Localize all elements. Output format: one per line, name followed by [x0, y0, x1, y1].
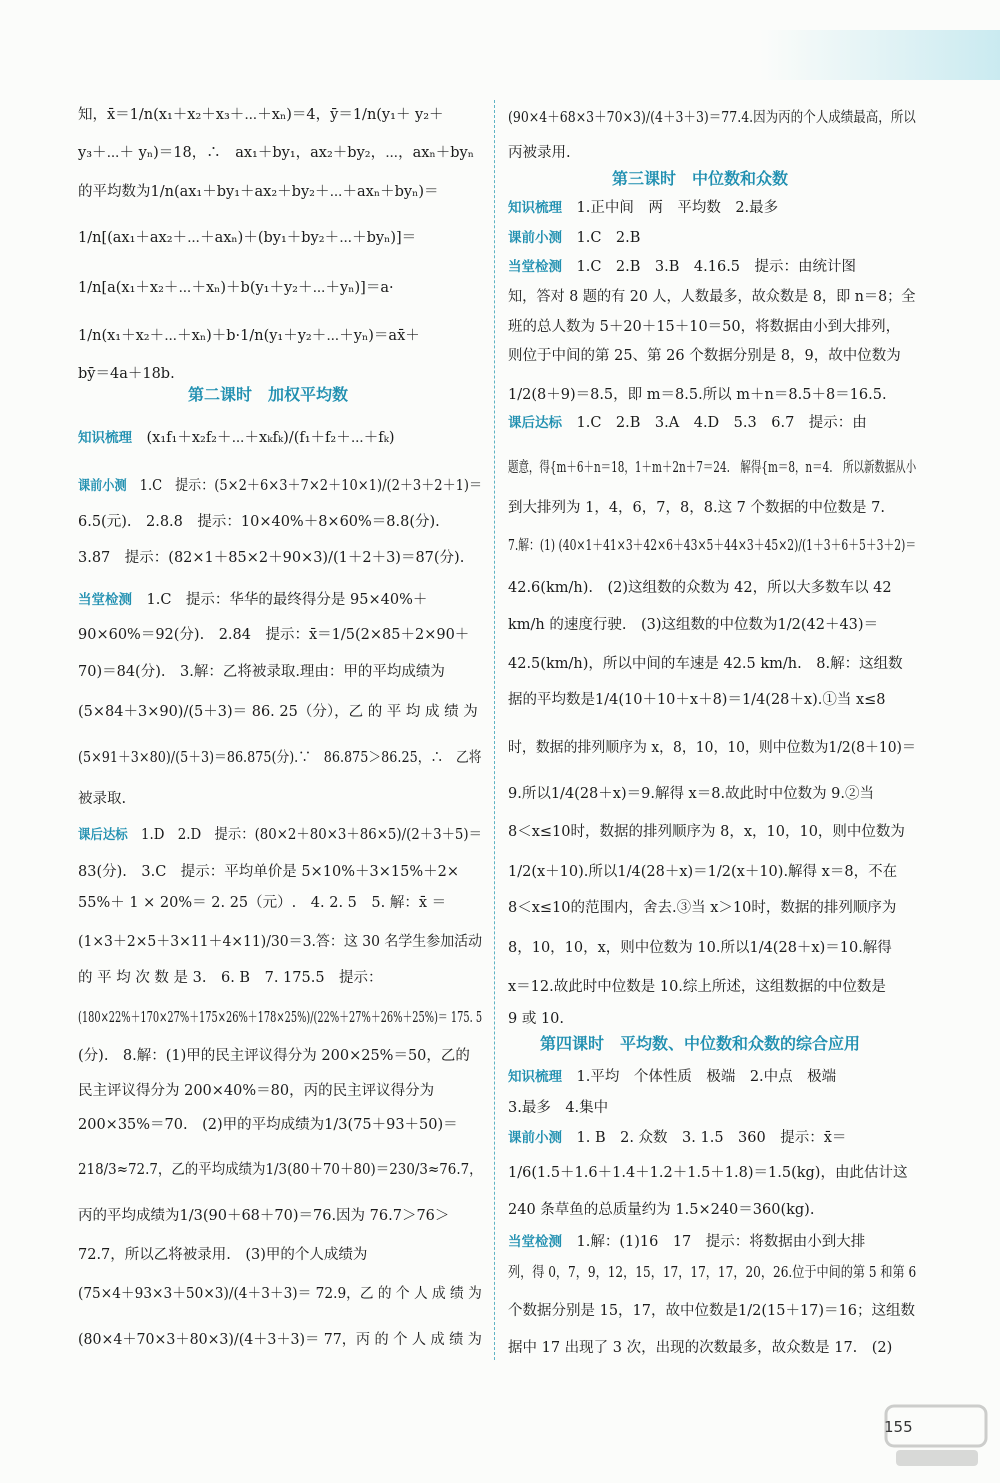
right-text-line: 个数据分别是 15，17，故中位数是1/2(15＋17)＝16；这组数: [508, 1303, 916, 1319]
right-text-line: 到大排列为 1，4，6，7，8，8.这 7 个数据的中位数是 7.: [508, 500, 885, 516]
right-text-line: 班的总人数为 5＋20＋15＋10＝50，将数据由小到大排列，: [508, 319, 901, 335]
left-text-line: 55%＋ 1 × 20%＝ 2. 25（元）. 4. 2. 5 5. 解：x̄ ＝: [78, 895, 447, 911]
left-text-line: 民主评议得分为 200×40%＝80，丙的民主评议得分为: [78, 1083, 435, 1099]
left-text-line: 83(分). 3.C 提示：平均单价是 5×10%＋3×15%＋2×: [78, 864, 459, 880]
right-text-line: 知识梳理 1.平均 个体性质 极端 2.中点 极端: [508, 1069, 837, 1085]
left-text-line: 1/n[a(x₁＋x₂＋⋯＋xₙ)＋b(y₁＋y₂＋⋯＋yₙ)]＝a·: [78, 280, 394, 296]
right-text-line: 8，10，10，x，则中位数为 10.所以1/4(28＋x)＝10.解得: [508, 940, 892, 956]
watermark-logo-icon: [882, 1400, 992, 1472]
left-text-line: 1/n[(ax₁＋ax₂＋⋯＋axₙ)＋(by₁＋by₂＋⋯＋byₙ)]＝: [78, 230, 417, 246]
section-tag: 课前小测: [508, 230, 562, 246]
left-text-line: 知识梳理 (x₁f₁＋x₂f₂＋⋯＋xₖfₖ)/(f₁＋f₂＋⋯＋fₖ): [78, 430, 395, 446]
section-heading-lesson-2: 第二课时 加权平均数: [188, 385, 349, 404]
right-text-line: 3.最多 4.集中: [508, 1100, 609, 1116]
right-text-line: 8＜x≤10的范围内，舍去.③当 x＞10时，数据的排列顺序为: [508, 900, 897, 916]
section-tag: 课后达标: [508, 415, 562, 431]
page-number: 155: [884, 1418, 913, 1436]
section-tag: 知识梳理: [508, 1069, 562, 1085]
right-text-line: 9 或 10.: [508, 1011, 565, 1027]
section-tag: 课前小测: [78, 478, 127, 494]
left-text-line: (80×4＋70×3＋80×3)/(4＋3＋3)＝ 77，丙 的 个 人 成 绩 为: [78, 1332, 482, 1348]
right-text-line: 知，答对 8 题的有 20 人，人数最多，故众数是 8，即 n＝8；全: [508, 289, 916, 305]
section-tag: 知识梳理: [508, 200, 562, 216]
column-divider: [494, 100, 495, 1360]
right-text-line: 42.5(km/h)，所以中间的车速是 42.5 km/h. 8.解：这组数: [508, 656, 903, 672]
right-text-line: 7.解：(1) (40×1＋41×3＋42×6＋43×5＋44×3＋45×2)/(1＋3＋6＋5＋3＋2)＝: [508, 538, 917, 554]
right-text-line: 据中 17 出现了 3 次，出现的次数最多，故众数是 17. (2): [508, 1340, 893, 1356]
section-tag: 知识梳理: [78, 430, 132, 446]
section-heading-lesson-4: 第四课时 平均数、中位数和众数的综合应用: [540, 1034, 861, 1053]
left-text-line: 90×60%＝92(分). 2.84 提示：x̄＝1/5(2×85＋2×90＋: [78, 627, 470, 643]
left-text-line: 知，x̄＝1/n(x₁＋x₂＋x₃＋⋯＋xₙ)＝4，ȳ＝1/n(y₁＋ y₂＋: [78, 107, 444, 123]
left-text-line: 72.7，所以乙将被录用. (3)甲的个人成绩为: [78, 1247, 368, 1263]
left-text-line: 218/3≈72.7，乙的平均成绩为1/3(80＋70＋80)＝230/3≈76.7，: [78, 1162, 483, 1178]
left-text-line: (5×84＋3×90)/(5＋3)＝ 86. 25（分），乙 的 平 均 成 绩 为: [78, 704, 478, 720]
right-text-line: 列，得 0，7，9，12，15，17，17，17，20，26.位于中间的第 5 和第 6: [508, 1265, 917, 1281]
section-tag: 当堂检测: [508, 1234, 562, 1250]
left-text-line: 当堂检测 1.C 提示：华华的最终得分是 95×40%＋: [78, 592, 428, 608]
left-text-line: 70)＝84(分). 3.解：乙将被录取.理由：甲的平均成绩为: [78, 664, 445, 680]
section-tag: 课后达标: [78, 827, 128, 843]
left-text-line: (1×3＋2×5＋3×11＋4×11)/30＝3.答：这 30 名学生参加活动: [78, 934, 483, 950]
right-text-line: 1/2(x＋10).所以1/4(28＋x)＝1/2(x＋10).解得 x＝8，不在: [508, 864, 898, 880]
left-text-line: 课后达标 1.D 2.D 提示：(80×2＋80×3＋86×5)/(2＋3＋5)＝: [78, 827, 482, 843]
right-text-line: 据的平均数是1/4(10＋10＋x＋8)＝1/4(28＋x).①当 x≤8: [508, 692, 886, 708]
right-text-line: 则位于中间的第 25、第 26 个数据分别是 8，9，故中位数为: [508, 348, 901, 364]
right-text-line: 课前小测 1. B 2. 众数 3. 1.5 360 提示：x̄＝: [508, 1130, 847, 1146]
left-text-line: (5×91＋3×80)/(5＋3)＝86.875(分).∵ 86.875＞86.25，∴ 乙将: [78, 750, 482, 766]
corner-decoration: [760, 30, 1000, 80]
right-text-line: 当堂检测 1.C 2.B 3.B 4.16.5 提示：由统计图: [508, 259, 857, 275]
right-text-line: 9.所以1/4(28＋x)＝9.解得 x＝8.故此时中位数为 9.②当: [508, 786, 875, 802]
left-text-line: (75×4＋93×3＋50×3)/(4＋3＋3)＝ 72.9，乙 的 个 人 成 绩 为: [78, 1286, 482, 1302]
left-text-line: 3.87 提示：(82×1＋85×2＋90×3)/(1＋2＋3)＝87(分).: [78, 550, 465, 566]
right-text-line: 当堂检测 1.解：(1)16 17 提示：将数据由小到大排: [508, 1234, 866, 1250]
right-text-line: km/h 的速度行驶. (3)这组数的中位数为1/2(42＋43)＝: [508, 617, 879, 633]
section-tag: 当堂检测: [78, 592, 132, 608]
right-text-line: (90×4＋68×3＋70×3)/(4＋3＋3)＝77.4.因为丙的个人成绩最高，所以: [508, 110, 916, 126]
left-text-line: 的 平 均 次 数 是 3. 6. B 7. 175.5 提示：: [78, 970, 383, 986]
right-text-line: 240 条草鱼的总质量约为 1.5×240＝360(kg).: [508, 1202, 815, 1218]
left-text-line: (180×22%＋170×27%＋175×26%＋178×25%)/(22%＋27%＋26%＋25%)＝ 175. 5: [78, 1010, 483, 1026]
right-text-line: 8＜x≤10时，数据的排列顺序为 8，x，10，10，则中位数为: [508, 824, 905, 840]
left-text-line: 的平均数为1/n(ax₁＋by₁＋ax₂＋by₂＋⋯＋axₙ＋byₙ)＝: [78, 184, 439, 200]
left-text-line: (分). 8.解：(1)甲的民主评议得分为 200×25%＝50，乙的: [78, 1048, 470, 1064]
right-text-line: x＝12.故此时中位数是 10.综上所述，这组数据的中位数是: [508, 979, 886, 995]
right-text-line: 丙被录用.: [508, 145, 571, 161]
section-tag: 当堂检测: [508, 259, 562, 275]
left-text-line: 6.5(元). 2.8.8 提示：10×40%＋8×60%＝8.8(分).: [78, 514, 440, 530]
left-text-line: 被录取.: [78, 791, 127, 807]
right-text-line: 1/6(1.5＋1.6＋1.4＋1.2＋1.5＋1.8)＝1.5(kg)，由此估计这: [508, 1165, 908, 1181]
right-text-line: 课后达标 1.C 2.B 3.A 4.D 5.3 6.7 提示：由: [508, 415, 867, 431]
right-text-line: 课前小测 1.C 2.B: [508, 230, 641, 246]
section-tag: 课前小测: [508, 1130, 562, 1146]
left-text-line: bȳ＝4a＋18b.: [78, 366, 175, 382]
section-heading-lesson-3: 第三课时 中位数和众数: [612, 169, 789, 188]
right-text-line: 知识梳理 1.正中间 两 平均数 2.最多: [508, 200, 779, 216]
right-text-line: 42.6(km/h). (2)这组数的众数为 42，所以大多数车以 42: [508, 580, 892, 596]
left-text-line: 1/n(x₁＋x₂＋⋯＋xₙ)＋b·1/n(y₁＋y₂＋⋯＋yₙ)＝ax̄＋: [78, 328, 420, 344]
right-text-line: 1/2(8＋9)＝8.5，即 m＝8.5.所以 m＋n＝8.5＋8＝16.5.: [508, 387, 887, 403]
left-text-line: 200×35%＝70. (2)甲的平均成绩为1/3(75＋93＋50)＝: [78, 1117, 458, 1133]
right-text-line: 题意，得{m＋6＋n＝18，1＋m＋2n＋7＝24. 解得{m＝8，n＝4. 所以新数据从小: [508, 460, 917, 476]
left-text-line: 丙的平均成绩为1/3(90＋68＋70)＝76.因为 76.7＞76＞: [78, 1208, 450, 1224]
left-text-line: 课前小测 1.C 提示：(5×2＋6×3＋7×2＋10×1)/(2＋3＋2＋1)＝: [78, 478, 483, 494]
left-text-line: y₃＋⋯＋ yₙ)＝18，∴ ax₁＋by₁，ax₂＋by₂，⋯，axₙ＋byₙ: [78, 145, 474, 161]
right-text-line: 时，数据的排列顺序为 x，8，10，10，则中位数为1/2(8＋10)＝: [508, 740, 916, 756]
